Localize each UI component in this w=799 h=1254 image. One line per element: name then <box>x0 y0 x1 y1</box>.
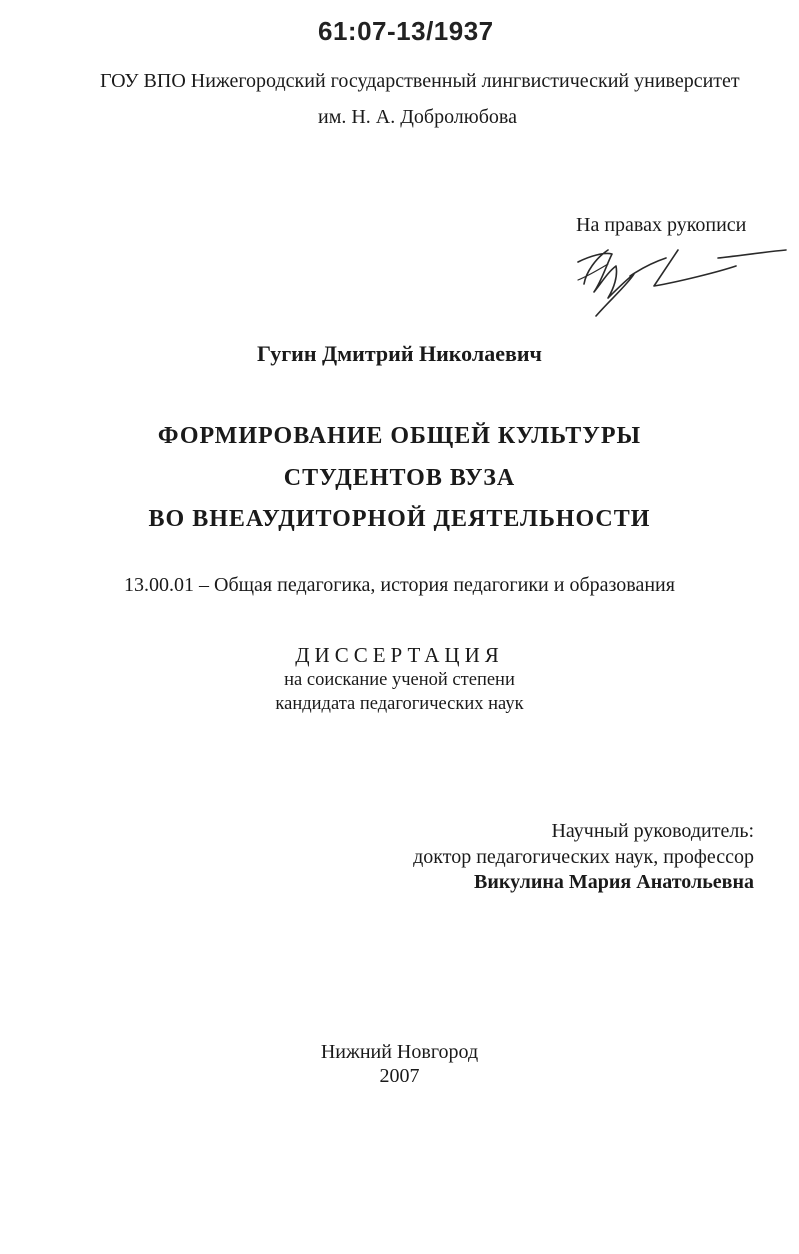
dissertation-label: ДИССЕРТАЦИЯ <box>295 643 504 667</box>
manuscript-note: На правах рукописи <box>576 214 747 236</box>
author-name: Гугин Дмитрий Николаевич <box>257 341 542 366</box>
organization-name: ГОУ ВПО Нижегородский государственный лингвистический университет <box>100 70 740 92</box>
city: Нижний Новгород <box>320 1041 479 1063</box>
author-signature-icon <box>568 236 798 320</box>
degree-line-2: кандидата педагогических наук <box>275 694 524 714</box>
organization-named-after: им. Н. А. Добролюбова <box>318 106 517 128</box>
advisor-name: Викулина Мария Анатольевна <box>474 871 754 893</box>
title-line-1: ФОРМИРОВАНИЕ ОБЩЕЙ КУЛЬТУРЫ <box>157 423 642 449</box>
year: 2007 <box>379 1065 420 1087</box>
title-line-2: СТУДЕНТОВ ВУЗА <box>283 465 516 491</box>
advisor-degree: доктор педагогических наук, профессор <box>413 846 754 868</box>
registry-stamp: 61:07-13/1937 <box>318 16 494 46</box>
advisor-label: Научный руководитель: <box>551 820 754 842</box>
title-line-3: ВО ВНЕАУДИТОРНОЙ ДЕЯТЕЛЬНОСТИ <box>148 506 651 532</box>
specialty-code: 13.00.01 – Общая педагогика, история педагогики и образования <box>124 574 675 596</box>
degree-line-1: на соискание ученой степени <box>284 670 515 690</box>
